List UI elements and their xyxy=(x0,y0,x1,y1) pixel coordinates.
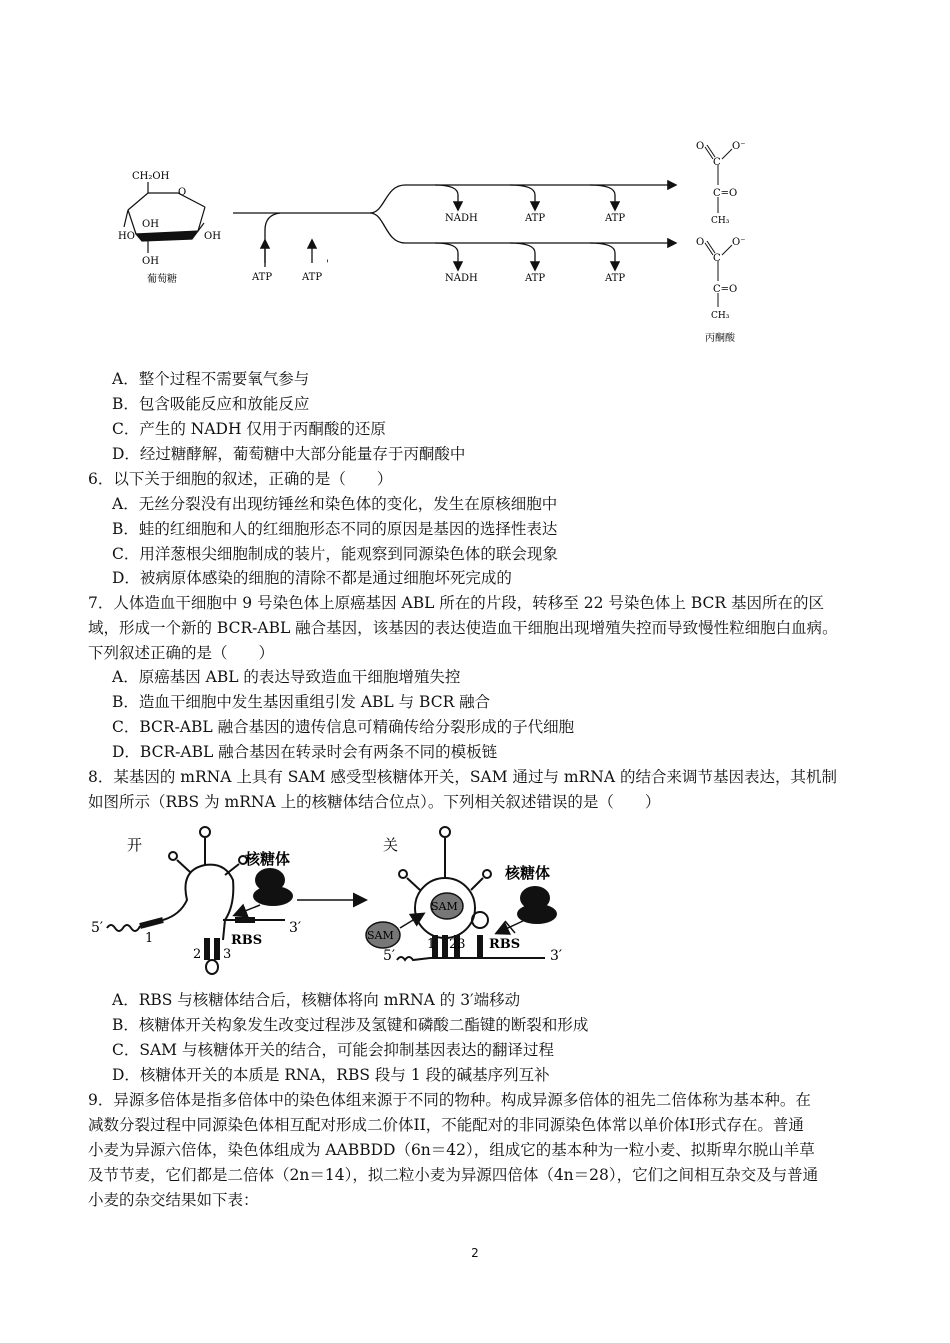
ch3-label: CH₃ xyxy=(711,216,730,226)
page-number: 2 xyxy=(471,1246,479,1260)
q7-option-c: C．BCR-ABL 融合基因的遗传信息可精确传给分裂形成的子代细胞 xyxy=(112,718,575,736)
q8-option-a: A．RBS 与核糖体结合后，核糖体将向 mRNA 的 3′端移动 xyxy=(112,991,521,1009)
q8-option-b: B．核糖体开关构象发生改变过程涉及氢键和磷酸二酯键的断裂和形成 xyxy=(112,1016,589,1034)
ch2oh-label: CH₂OH xyxy=(132,171,170,182)
three-prime-label: 3′ xyxy=(289,920,302,936)
q9-stem-line: 9．异源多倍体是指多倍体中的染色体组来源于不同的物种。构成异源多倍体的祖先二倍体称为基本种。在 xyxy=(88,1091,811,1109)
three-prime-label: 3′ xyxy=(550,948,563,964)
q8-stem-line: 如图所示（RBS 为 mRNA 上的核糖体结合位点）。下列相关叙述错误的是（ ） xyxy=(88,793,661,811)
o-minus-label: O⁻ xyxy=(732,141,746,152)
ring-o-label: O xyxy=(178,187,187,198)
q7-stem-line: 域，形成一个新的 BCR-ABL 融合基因，该基因的表达使造血干细胞出现增殖失控而导致慢性粒细胞白血病。 xyxy=(88,619,838,637)
c-double-o-label: C=O xyxy=(713,284,738,295)
rbs-label: RBS xyxy=(231,933,263,948)
oh-label: OH xyxy=(142,219,159,230)
q6-option-d: D．被病原体感染的细胞的清除不都是通过细胞坏死完成的 xyxy=(112,569,512,587)
block-mark xyxy=(505,921,515,933)
q7-option-b: B．造血干细胞中发生基因重组引发 ABL 与 BCR 融合 xyxy=(112,693,491,711)
q7-option-d: D．BCR-ABL 融合基因在转录时会有两条不同的模板链 xyxy=(112,743,498,761)
atp-label: ATP xyxy=(525,273,546,284)
atp-label: ATP xyxy=(525,213,546,224)
q9-stem-line: 小麦的杂交结果如下表： xyxy=(88,1191,259,1209)
riboswitch-figure xyxy=(85,820,605,980)
q8-stem-line: 8．某基因的 mRNA 上具有 SAM 感受型核糖体开关，SAM 通过与 mRNA 的结合来调节基因表达，其机制 xyxy=(88,768,837,786)
q7-stem-line: 下列叙述正确的是（ ） xyxy=(88,644,275,662)
ribosome-label: 核糖体 xyxy=(505,864,551,882)
o-minus-label: O⁻ xyxy=(732,237,746,248)
ch3-label: CH₃ xyxy=(711,311,730,321)
pyruvate-structure xyxy=(705,241,732,307)
pyruvate-label: 丙酮酸 xyxy=(705,333,735,344)
five-prime-label: 5′ xyxy=(91,920,104,936)
glucose-structure xyxy=(124,182,205,253)
oh-label: OH xyxy=(142,256,159,267)
c-double-o-label: C=O xyxy=(713,188,738,199)
o-label: O xyxy=(696,141,705,152)
q5-option-d: D．经过糖酵解，葡萄糖中大部分能量存于丙酮酸中 xyxy=(112,445,466,463)
c-label: C xyxy=(713,253,721,264)
q6-option-c: C．用洋葱根尖细胞制成的装片，能观察到同源染色体的联会现象 xyxy=(112,545,558,563)
q7-stem-line: 7．人体造血干细胞中 9 号染色体上原癌基因 ABL 所在的片段，转移至 22 号染色体上 BCR 基因所在的区 xyxy=(88,594,824,612)
oh-label: OH xyxy=(204,231,221,242)
q5-option-c: C．产生的 NADH 仅用于丙酮酸的还原 xyxy=(112,420,386,438)
q9-stem-line: 及节节麦，它们都是二倍体（2n＝14），拟二粒小麦为异源四倍体（4n＝28），它们之间相互杂交及与普通 xyxy=(88,1166,819,1184)
ribosome-icon xyxy=(517,886,557,924)
atp-label: ATP xyxy=(252,272,273,283)
sam-label: SAM xyxy=(431,900,458,913)
off-label: 关 xyxy=(383,836,399,854)
q8-option-d: D．核糖体开关的本质是 RNA，RBS 段与 1 段的碱基序列互补 xyxy=(112,1066,550,1084)
on-label: 开 xyxy=(127,836,143,854)
ribosome-icon xyxy=(253,868,293,906)
q6-option-b: B．蛙的红细胞和人的红细胞形态不同的原因是基因的选择性表达 xyxy=(112,520,558,538)
segment-2-label: 2 xyxy=(193,947,202,962)
segment-3-label: 3 xyxy=(223,947,232,962)
atp-label: ATP xyxy=(605,213,626,224)
rbs-label: RBS xyxy=(489,937,521,952)
ribosome-label: 核糖体 xyxy=(245,850,291,868)
pathway-arrows xyxy=(233,185,675,269)
q6-option-a: A．无丝分裂没有出现纺锤丝和染色体的变化，发生在原核细胞中 xyxy=(112,495,558,513)
q8-option-c: C．SAM 与核糖体开关的结合，可能会抑制基因表达的翻译过程 xyxy=(112,1041,554,1059)
q9-stem-line: 小麦为异源六倍体，染色体组成为 AABBDD（6n＝42），组成它的基本种为一粒小麦、拟斯卑尔脱山羊草 xyxy=(88,1141,815,1159)
segment-1-label: 1 xyxy=(427,937,436,952)
q5-option-a: A．整个过程不需要氧气参与 xyxy=(112,370,310,388)
o-label: O xyxy=(696,237,705,248)
pyruvate-structure xyxy=(705,145,732,213)
nadh-label: NADH xyxy=(445,213,478,224)
ho-label: HO xyxy=(118,231,135,242)
nadh-label: NADH xyxy=(445,273,478,284)
sam-label: SAM xyxy=(367,929,394,942)
glucose-label: 葡萄糖 xyxy=(147,274,177,285)
q5-option-b: B．包含吸能反应和放能反应 xyxy=(112,395,310,413)
q7-option-a: A．原癌基因 ABL 的表达导致造血干细胞增殖失控 xyxy=(112,668,461,686)
c-label: C xyxy=(713,157,721,168)
atp-label: ATP xyxy=(302,272,323,283)
segment-1-label: 1 xyxy=(145,931,154,946)
atp-label: ATP xyxy=(605,273,626,284)
segment-23-label: 23 xyxy=(449,937,466,952)
stray-mark: ' xyxy=(326,259,329,270)
five-prime-label: 5′ xyxy=(383,948,396,964)
glycolysis-figure xyxy=(100,135,800,350)
q9-stem-line: 减数分裂过程中同源染色体相互配对形成二价体II，不能配对的非同源染色体常以单价体I形式存在。普通 xyxy=(88,1116,804,1134)
q6-stem: 6．以下关于细胞的叙述，正确的是（ ） xyxy=(88,470,393,488)
